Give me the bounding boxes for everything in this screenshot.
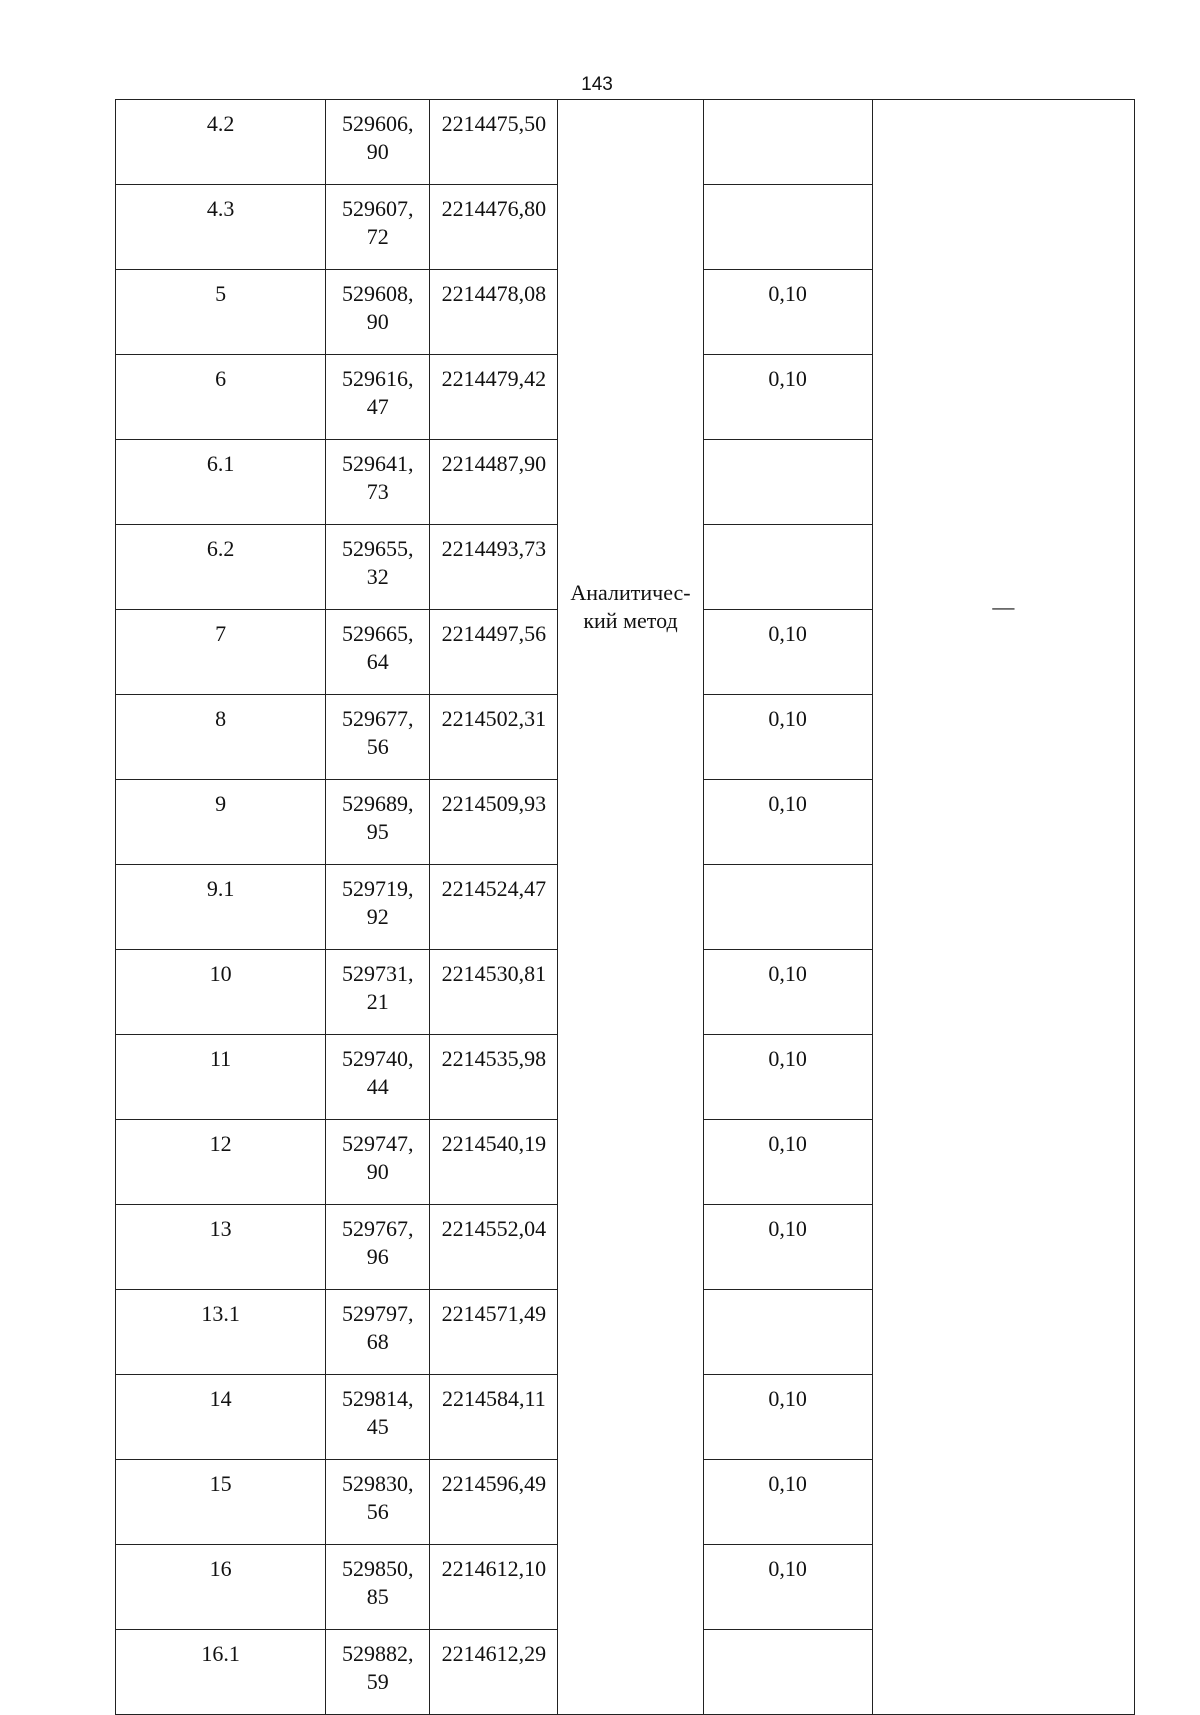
- y-coordinate-cell: 2214552,04: [430, 1205, 558, 1290]
- point-number-cell: 8: [116, 695, 326, 780]
- x-coordinate-cell: [326, 100, 430, 185]
- x-coordinate-cell: [326, 950, 430, 1035]
- x-coordinate-part: 529882,: [342, 1641, 414, 1666]
- x-coordinate-part: 90: [366, 139, 389, 164]
- x-coordinate-part: 529814,: [342, 1386, 414, 1411]
- x-coordinate-cell: [326, 780, 430, 865]
- y-coordinate-cell: 2214493,73: [430, 525, 558, 610]
- x-coordinate-part: 95: [366, 819, 389, 844]
- y-coordinate-cell: 2214479,42: [430, 355, 558, 440]
- accuracy-cell: 0,10: [703, 610, 872, 695]
- accuracy-cell: 0,10: [703, 1035, 872, 1120]
- note-cell: [872, 100, 1134, 1715]
- y-coordinate-cell: 2214475,50: [430, 100, 558, 185]
- x-coordinate-part: 56: [366, 1499, 389, 1524]
- x-coordinate-cell: [326, 610, 430, 695]
- x-coordinate-cell: [326, 440, 430, 525]
- x-coordinate-cell: [326, 1205, 430, 1290]
- x-coordinate-cell: [326, 525, 430, 610]
- accuracy-cell: 0,10: [703, 355, 872, 440]
- point-number-cell: 4.3: [116, 185, 326, 270]
- point-number-cell: 14: [116, 1375, 326, 1460]
- x-coordinate-cell: [326, 1630, 430, 1715]
- x-coordinate-part: 529607,: [342, 196, 414, 221]
- x-coordinate-part: 68: [366, 1329, 389, 1354]
- accuracy-cell: 0,10: [703, 1205, 872, 1290]
- accuracy-cell: [703, 440, 872, 525]
- point-number-cell: 9.1: [116, 865, 326, 950]
- point-number-cell: 7: [116, 610, 326, 695]
- point-number-cell: 12: [116, 1120, 326, 1205]
- x-coordinate-part: 529719,: [342, 876, 414, 901]
- y-coordinate-cell: 2214497,56: [430, 610, 558, 695]
- coordinates-table: [115, 99, 1135, 1715]
- y-coordinate-cell: 2214612,29: [430, 1630, 558, 1715]
- x-coordinate-part: 529740,: [342, 1046, 414, 1071]
- x-coordinate-cell: [326, 185, 430, 270]
- accuracy-cell: [703, 865, 872, 950]
- accuracy-cell: 0,10: [703, 1120, 872, 1205]
- y-coordinate-cell: 2214509,93: [430, 780, 558, 865]
- x-coordinate-part: 85: [366, 1584, 389, 1609]
- y-coordinate-cell: 2214612,10: [430, 1545, 558, 1630]
- x-coordinate-part: 59: [366, 1669, 389, 1694]
- y-coordinate-cell: 2214596,49: [430, 1460, 558, 1545]
- y-coordinate-cell: 2214478,08: [430, 270, 558, 355]
- x-coordinate-cell: [326, 1545, 430, 1630]
- x-coordinate-cell: [326, 1035, 430, 1120]
- x-coordinate-part: 529731,: [342, 961, 414, 986]
- x-coordinate-cell: [326, 1290, 430, 1375]
- point-number-cell: 16.1: [116, 1630, 326, 1715]
- accuracy-cell: [703, 1630, 872, 1715]
- note-dash: —: [992, 594, 1015, 619]
- x-coordinate-part: 96: [366, 1244, 389, 1269]
- x-coordinate-part: 529797,: [342, 1301, 414, 1326]
- x-coordinate-part: 529767,: [342, 1216, 414, 1241]
- point-number-cell: 5: [116, 270, 326, 355]
- accuracy-cell: [703, 100, 872, 185]
- x-coordinate-part: 529850,: [342, 1556, 414, 1581]
- x-coordinate-part: 529608,: [342, 281, 414, 306]
- y-coordinate-cell: 2214535,98: [430, 1035, 558, 1120]
- point-number-cell: 6.2: [116, 525, 326, 610]
- x-coordinate-part: 92: [366, 904, 389, 929]
- point-number-cell: 6.1: [116, 440, 326, 525]
- y-coordinate-cell: 2214530,81: [430, 950, 558, 1035]
- accuracy-cell: 0,10: [703, 1375, 872, 1460]
- y-coordinate-cell: 2214476,80: [430, 185, 558, 270]
- point-number-cell: 15: [116, 1460, 326, 1545]
- x-coordinate-cell: [326, 1120, 430, 1205]
- y-coordinate-cell: 2214540,19: [430, 1120, 558, 1205]
- point-number-cell: 13.1: [116, 1290, 326, 1375]
- x-coordinate-part: 21: [366, 989, 389, 1014]
- x-coordinate-part: 44: [366, 1074, 389, 1099]
- x-coordinate-part: 32: [366, 564, 389, 589]
- x-coordinate-cell: [326, 695, 430, 780]
- accuracy-cell: 0,10: [703, 950, 872, 1035]
- accuracy-cell: 0,10: [703, 695, 872, 780]
- x-coordinate-part: 73: [366, 479, 389, 504]
- page-number: 143: [581, 74, 613, 95]
- x-coordinate-part: 529641,: [342, 451, 414, 476]
- x-coordinate-part: 529606,: [342, 111, 414, 136]
- x-coordinate-part: 64: [366, 649, 389, 674]
- point-number-cell: 4.2: [116, 100, 326, 185]
- accuracy-cell: [703, 1290, 872, 1375]
- x-coordinate-part: 529677,: [342, 706, 414, 731]
- point-number-cell: 9: [116, 780, 326, 865]
- x-coordinate-part: 56: [366, 734, 389, 759]
- accuracy-cell: [703, 525, 872, 610]
- x-coordinate-cell: [326, 1375, 430, 1460]
- x-coordinate-part: 45: [366, 1414, 389, 1439]
- x-coordinate-part: 529665,: [342, 621, 414, 646]
- accuracy-cell: 0,10: [703, 780, 872, 865]
- point-number-cell: 13: [116, 1205, 326, 1290]
- accuracy-cell: 0,10: [703, 1460, 872, 1545]
- point-number-cell: 6: [116, 355, 326, 440]
- x-coordinate-cell: [326, 270, 430, 355]
- point-number-cell: 16: [116, 1545, 326, 1630]
- accuracy-cell: [703, 185, 872, 270]
- point-number-cell: 11: [116, 1035, 326, 1120]
- x-coordinate-part: 72: [366, 224, 389, 249]
- accuracy-cell: 0,10: [703, 270, 872, 355]
- accuracy-cell: 0,10: [703, 1545, 872, 1630]
- x-coordinate-part: 529747,: [342, 1131, 414, 1156]
- x-coordinate-cell: [326, 1460, 430, 1545]
- y-coordinate-cell: 2214487,90: [430, 440, 558, 525]
- coordinates-table-body: [116, 100, 1135, 1715]
- y-coordinate-cell: 2214584,11: [430, 1375, 558, 1460]
- x-coordinate-cell: [326, 355, 430, 440]
- x-coordinate-part: 529830,: [342, 1471, 414, 1496]
- x-coordinate-part: 47: [366, 394, 389, 419]
- y-coordinate-cell: 2214502,31: [430, 695, 558, 780]
- method-text-line: кий метод: [583, 608, 678, 633]
- method-text-line: Аналитичес-: [570, 580, 691, 605]
- point-number-cell: 10: [116, 950, 326, 1035]
- x-coordinate-part: 529689,: [342, 791, 414, 816]
- table-row: [116, 100, 1135, 185]
- x-coordinate-part: 529655,: [342, 536, 414, 561]
- x-coordinate-part: 90: [366, 309, 389, 334]
- y-coordinate-cell: 2214571,49: [430, 1290, 558, 1375]
- x-coordinate-part: 529616,: [342, 366, 414, 391]
- x-coordinate-part: 90: [366, 1159, 389, 1184]
- y-coordinate-cell: 2214524,47: [430, 865, 558, 950]
- x-coordinate-cell: [326, 865, 430, 950]
- method-cell: [558, 100, 703, 1715]
